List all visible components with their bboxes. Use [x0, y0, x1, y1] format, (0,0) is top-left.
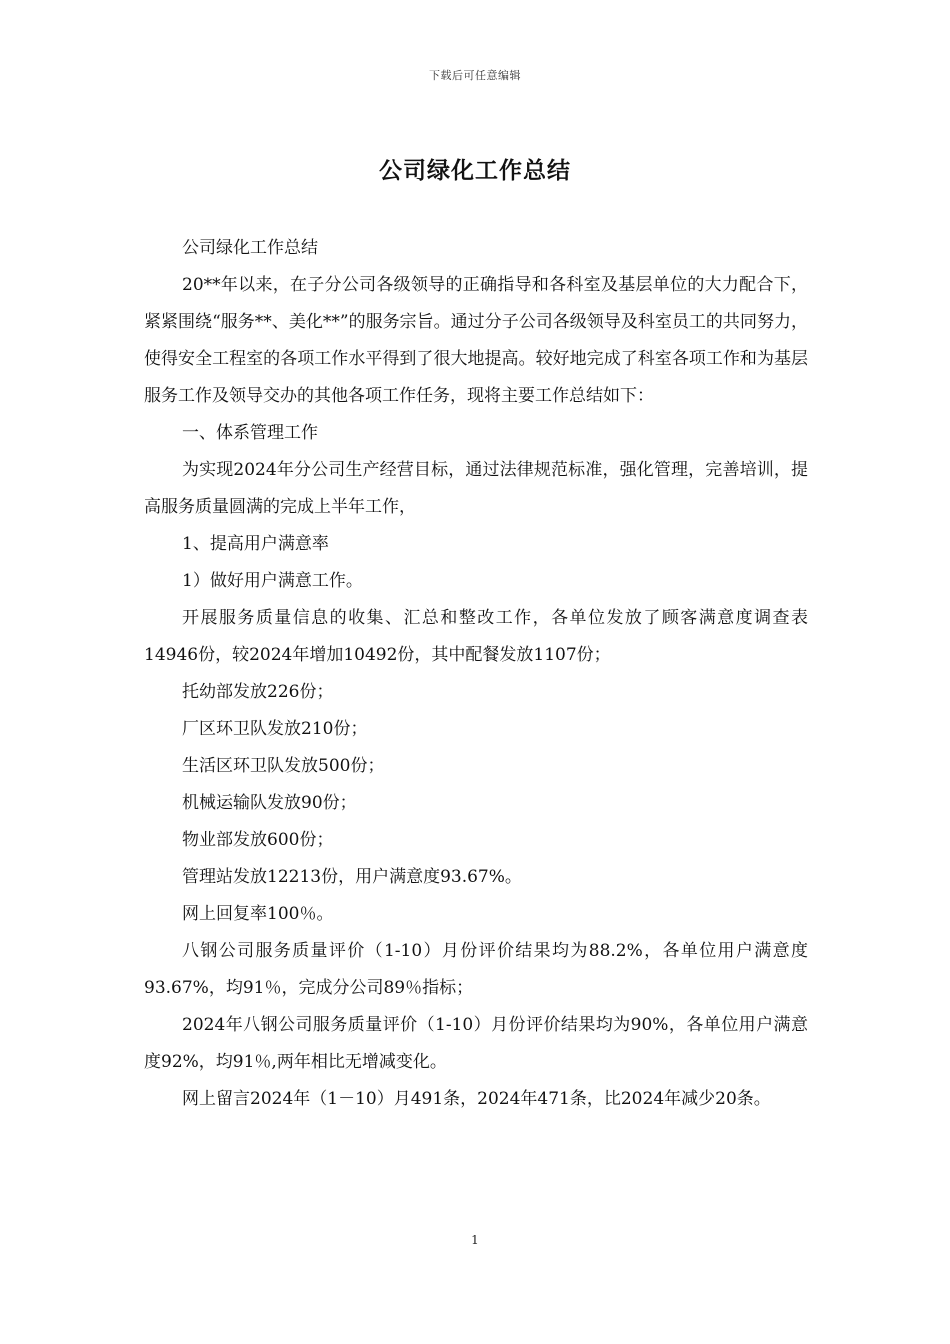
paragraph: 开展服务质量信息的收集、汇总和整改工作，各单位发放了顾客满意度调查表14946份，较2024年增加10492份，其中配餐发放1107份； — [144, 608, 808, 665]
list-item: 厂区环卫队发放210份； — [182, 719, 368, 739]
document-title: 公司绿化工作总结 — [379, 157, 571, 184]
paragraph: 为实现2024年分公司生产经营目标，通过法律规范标准，强化管理，完善培训，提高服务质量圆满的完成上半年工作， — [144, 460, 808, 517]
list-item: 机械运输队发放90份； — [182, 793, 357, 813]
list-item: 管理站发放12213份，用户满意度93.67%。 — [182, 867, 522, 887]
paragraph: 2024年八钢公司服务质量评价（1-10）月份评价结果均为90%，各单位用户满意度92%，均91％,两年相比无增减变化。 — [144, 1015, 808, 1072]
subsection-item: 1）做好用户满意工作。 — [182, 571, 363, 591]
paragraph: 八钢公司服务质量评价（1-10）月份评价结果均为88.2%，各单位用户满意度93.67%，均91％，完成分公司89％指标； — [144, 941, 808, 998]
document-body — [144, 230, 808, 1118]
page-number: 1 — [471, 1233, 479, 1247]
list-item: 网上回复率100％。 — [182, 904, 334, 924]
paragraph-subtitle: 公司绿化工作总结 — [182, 238, 318, 258]
header-note: 下载后可任意编辑 — [429, 69, 521, 82]
subsection-heading: 1、提高用户满意率 — [182, 534, 329, 554]
section-heading: 一、体系管理工作 — [182, 423, 318, 443]
list-item: 托幼部发放226份； — [182, 682, 334, 702]
list-item: 物业部发放600份； — [182, 830, 334, 850]
paragraph: 网上留言2024年（1－10）月491条，2024年471条，比2024年减少20条。 — [182, 1089, 771, 1109]
paragraph-intro: 20**年以来，在子分公司各级领导的正确指导和各科室及基层单位的大力配合下，紧紧围绕“服务**、美化**”的服务宗旨。通过分子公司各级领导及科室员工的共同努力，使得安全工程室的各项工作水平得到了很大地提高。较好地完成了科室各项工作和为基层服务工作及领导交办的其他各项工作任务，现将主要工作总结如下： — [144, 275, 808, 406]
list-item: 生活区环卫队发放500份； — [182, 756, 385, 776]
